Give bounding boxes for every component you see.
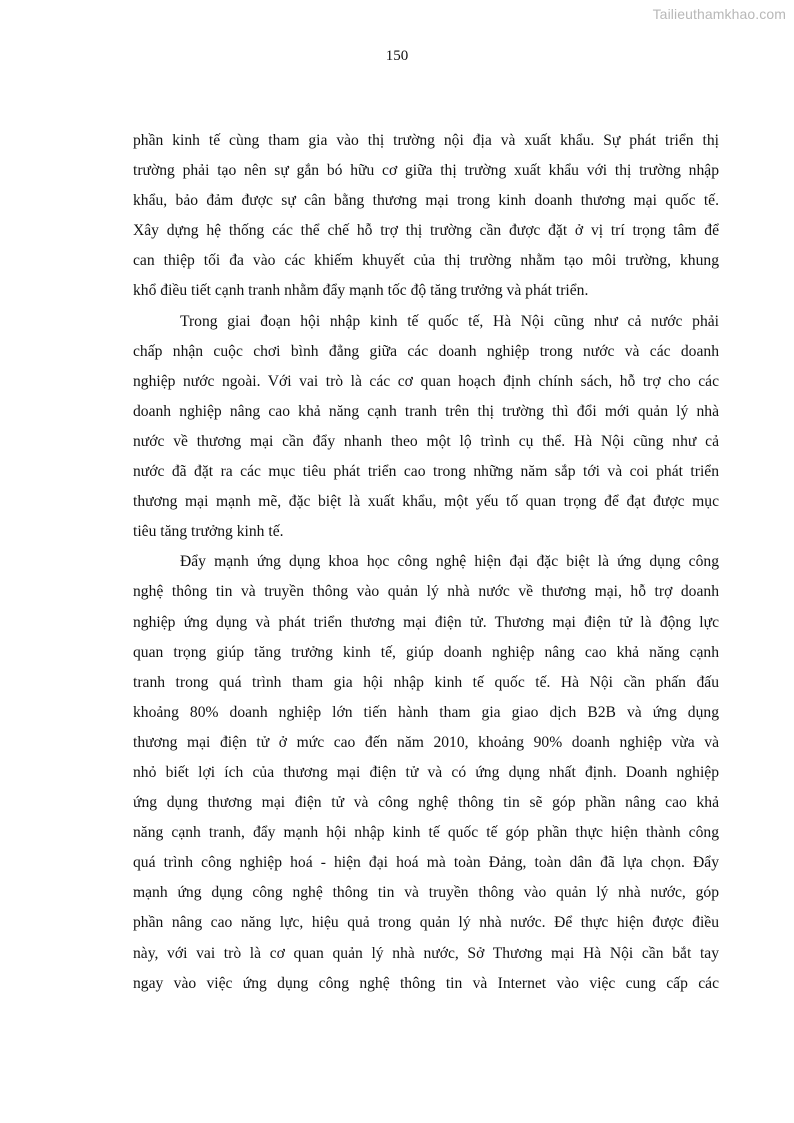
text-line: nước về thương mại cần đẩy nhanh theo một lộ trình cụ thể. Hà Nội cũng như cả (133, 432, 719, 450)
text-line: trường phải tạo nên sự gắn bó hữu cơ giữa thị trường xuất khẩu với thị trường nhập (133, 162, 719, 180)
text-line: phần kinh tế cùng tham gia vào thị trường nội địa và xuất khẩu. Sự phát triển thị (133, 132, 719, 149)
text-line: tranh trong quá trình tham gia hội nhập kinh tế quốc tế. Hà Nội cần phấn đấu (133, 673, 719, 691)
text-line: mạnh ứng dụng công nghệ thông tin và truyền thông vào quản lý nhà nước, góp (133, 884, 719, 902)
text-line: ứng dụng thương mại điện tử và công nghệ thông tin sẽ góp phần nâng cao khả (133, 794, 719, 812)
text-line: nghiệp ứng dụng và phát triển thương mại điện tử. Thương mại điện tử là động lực (133, 613, 719, 631)
text-line: Trong giai đoạn hội nhập kinh tế quốc tế, Hà Nội cũng như cả nước phải (180, 312, 719, 330)
text-line: chấp nhận cuộc chơi bình đẳng giữa các doanh nghiệp trong nước và các doanh (133, 342, 719, 360)
text-line: phần nâng cao năng lực, hiệu quả trong quản lý nhà nước. Để thực hiện được điều (133, 914, 719, 932)
text-line: ngay vào việc ứng dụng công nghệ thông tin và Internet vào việc cung cấp các (133, 974, 719, 992)
page-number: 150 (385, 48, 409, 64)
text-line: Đẩy mạnh ứng dụng khoa học công nghệ hiện đại đặc biệt là ứng dụng công (180, 553, 719, 571)
text-line: tiêu tăng trưởng kinh tế. (133, 523, 284, 541)
text-line: năng cạnh tranh, đẩy mạnh hội nhập kinh tế quốc tế góp phần thực hiện thành công (133, 824, 719, 842)
text-line: thương mại mạnh mẽ, đặc biệt là xuất khẩu, một yếu tố quan trọng để đạt được mục (133, 493, 719, 511)
text-line: này, với vai trò là cơ quan quản lý nhà nước, Sở Thương mại Hà Nội cần bắt tay (133, 944, 719, 962)
text-line: khổ điều tiết cạnh tranh nhằm đẩy mạnh tốc độ tăng trưởng và phát triển. (133, 282, 589, 300)
text-line: can thiệp tối đa vào các khiếm khuyết của thị trường nhằm tạo môi trường, khung (133, 252, 719, 270)
body-text (133, 126, 719, 999)
text-line: doanh nghiệp nâng cao khả năng cạnh tranh trên thị trường thì đổi mới quản lý nhà (133, 402, 719, 420)
paragraph-3 (133, 547, 719, 998)
text-line: quan trọng giúp tăng trưởng kinh tế, giúp doanh nghiệp nâng cao khả năng cạnh (133, 643, 719, 661)
paragraph-2 (133, 307, 719, 548)
text-line: nghiệp nước ngoài. Với vai trò là các cơ quan hoạch định chính sách, hỗ trợ cho các (133, 372, 719, 390)
paragraph-1 (133, 126, 719, 307)
text-line: khoảng 80% doanh nghiệp lớn tiến hành tham gia giao dịch B2B và ứng dụng (133, 703, 719, 721)
text-line: thương mại điện tử ở mức cao đến năm 2010, khoảng 90% doanh nghiệp vừa và (133, 733, 719, 751)
text-line: nghệ thông tin và truyền thông vào quản lý nhà nước về thương mại, hỗ trợ doanh (133, 583, 719, 601)
text-line: nước đã đặt ra các mục tiêu phát triển cao trong những năm sắp tới và coi phát triển (133, 463, 719, 481)
text-line: quá trình công nghiệp hoá - hiện đại hoá mà toàn Đảng, toàn dân đã lựa chọn. Đẩy (133, 854, 719, 872)
watermark: Tailieuthamkhao.com (652, 6, 786, 22)
text-line: nhỏ biết lợi ích của thương mại điện tử và có ứng dụng nhất định. Doanh nghiệp (133, 763, 719, 781)
text-line: khẩu, bảo đảm được sự cân bằng thương mại trong kinh doanh thương mại quốc tế. (133, 192, 719, 210)
text-line: Xây dựng hệ thống các thể chế hỗ trợ thị trường cần được đặt ở vị trí trọng tâm để (133, 222, 719, 240)
